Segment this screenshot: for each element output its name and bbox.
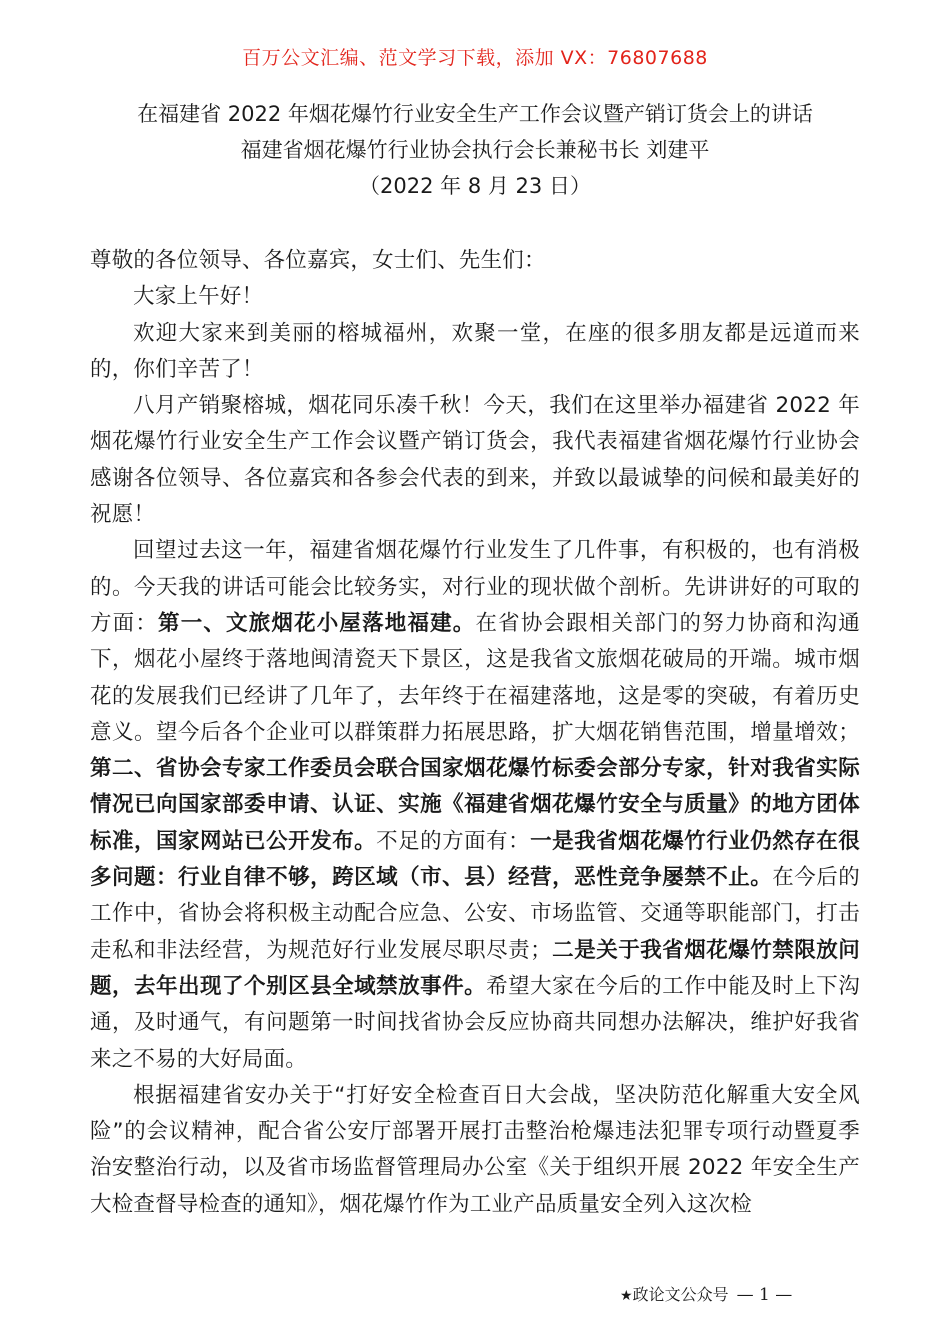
speech-header (60, 96, 890, 204)
review-text-3: 不足的方面有： (376, 828, 531, 854)
page-number: — 1 — (736, 1285, 793, 1305)
page-footer (620, 1284, 900, 1307)
paragraph-basis: 根据福建省安办关于“打好安全检查百日大会战，坚决防范化解重大安全风险”的会议精神，配合省公安厅部署开展打击整治枪爆违法犯罪专项行动暨夏季治安整治行动，以及省市场监督管理局办公室《关于组织开展 2022 年安全生产大检查督导检查的通知》，烟花爆竹作为工业产品质量安全列入这次检 (90, 1082, 860, 1217)
speech-body (90, 243, 860, 1223)
review-text-4: 在今后的工作中，省协会将积极主动配合应急、公安、市场监管、交通等职能部门，打击走私和非法经营，为规范好行业发展尽职尽责； (90, 865, 860, 963)
footer-source: 政论文公众号 (632, 1285, 729, 1304)
review-point-1: 第一、文旅烟花小屋落地福建。 (158, 610, 476, 636)
review-point-4: 二是关于我省烟花爆竹禁限放问题，去年出现了个别区县全域禁放事件。 (90, 937, 860, 999)
salutation: 尊敬的各位领导、各位嘉宾，女士们、先生们： (90, 248, 546, 273)
greeting: 大家上午好！ (133, 284, 264, 310)
review-text-2: 在省协会跟相关部门的努力协商和沟通下，烟花小屋终于落地闽清瓷天下景区，这是我省文旅烟花破局的开端。城市烟花的发展我们已经讲了几年了，去年终于在福建落地，这是零的突破，有着历史意义。望今后各个企业可以群策群力拓展思路，扩大烟花销售范围，增量增效； (90, 610, 860, 745)
review-text-5: 希望大家在今后的工作中能及时上下沟通，及时通气，有问题第一时间找省协会反应协商共同想办法解决，维护好我省来之不易的大好局面。 (90, 973, 860, 1072)
paragraph-welcome: 欢迎大家来到美丽的榕城福州，欢聚一堂，在座的很多朋友都是远道而来的，你们辛苦了！ (90, 320, 860, 382)
review-text-1: 回望过去这一年，福建省烟花爆竹行业发生了几件事，有积极的，也有消极的。今天我的讲话可能会比较务实，对行业的现状做个剖析。先讲讲好的可取的方面： (90, 538, 860, 636)
review-point-3: 一是我省烟花爆竹行业仍然存在很多问题：行业自律不够，跨区域（市、县）经营，恶性竞争屡禁不止。 (90, 828, 860, 891)
star-icon: ★ (620, 1288, 633, 1304)
paragraph-august: 八月产销聚榕城，烟花同乐凑千秋！今天，我们在这里举办福建省 2022 年烟花爆竹行业安全生产工作会议暨产销订货会，我代表福建省烟花爆竹行业协会感谢各位领导、各位嘉宾和各参会代表的到来，并致以最诚挚的问候和最美好的祝愿！ (90, 393, 860, 528)
review-point-2: 第二、省协会专家工作委员会联合国家烟花爆竹标委会部分专家，针对我省实际情况已向国家部委申请、认证、实施《福建省烟花爆竹安全与质量》的地方团体标准，国家网站已公开发布。 (90, 756, 860, 854)
speech-title: 在福建省 2022 年烟花爆竹行业安全生产工作会议暨产销订货会上的讲话 (137, 102, 813, 126)
paragraph-review (90, 533, 860, 1077)
speech-date: （2022 年 8 月 23 日） (359, 174, 591, 198)
watermark-banner: 百万公文汇编、范文学习下载，添加 VX：76807688 (242, 47, 708, 69)
speaker-line: 福建省烟花爆竹行业协会执行会长兼秘书长 刘建平 (240, 138, 710, 162)
